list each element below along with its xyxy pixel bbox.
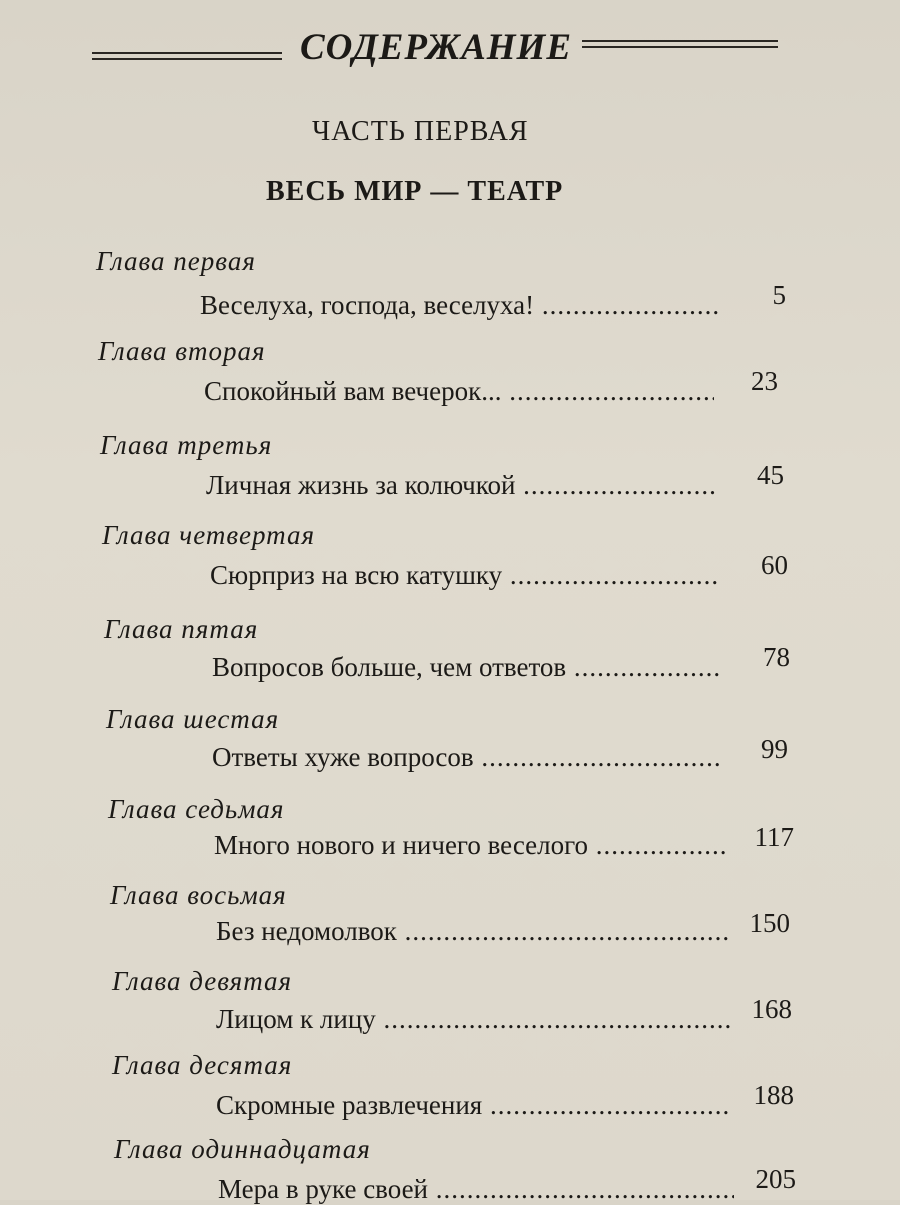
header-rule-left [92, 52, 282, 60]
chapter-title: Вопросов больше, чем ответов ..... [212, 652, 720, 683]
chapter-label: Глава десятая [112, 1050, 293, 1080]
page-number: 205 [755, 1164, 796, 1194]
page-number: 23 [751, 366, 778, 396]
chapter-label: Глава одиннадцатая [114, 1134, 371, 1164]
chapter-label: Глава четвертая [102, 520, 316, 550]
chapter-label: Глава шестая [106, 704, 280, 734]
part-name: ВЕСЬ МИР — ТЕАТР [266, 176, 564, 207]
page-number: 60 [761, 550, 788, 580]
chapter-label: Глава пятая [104, 614, 259, 644]
page-number: 5 [772, 280, 786, 310]
chapter-title: Лицом к лицу ..... [216, 1004, 732, 1035]
header-rule-right [582, 40, 778, 48]
toc-title: СОДЕРЖАНИЕ [300, 27, 572, 68]
chapter-label: Глава вторая [98, 336, 266, 366]
chapter-title: Сюрприз на всю катушку ..... [210, 560, 718, 591]
page-number: 78 [763, 642, 790, 672]
chapter-title: Спокойный вам вечерок... ..... [204, 376, 714, 407]
page-number: 168 [751, 994, 792, 1024]
chapter-label: Глава девятая [112, 966, 293, 996]
chapter-label: Глава восьмая [110, 880, 287, 910]
chapter-title: Личная жизнь за колючкой ..... [206, 470, 718, 501]
chapter-title: Веселуха, господа, веселуха! ..... [200, 290, 718, 321]
page-number: 45 [757, 460, 784, 490]
chapter-title: Много нового и ничего веселого ..... [214, 830, 726, 861]
chapter-title: Без недомолвок ..... [216, 916, 730, 947]
chapter-label: Глава третья [100, 430, 273, 460]
page-number: 188 [753, 1080, 794, 1110]
chapter-label: Глава первая [96, 246, 256, 276]
page-number: 99 [761, 734, 788, 764]
page-number: 117 [754, 822, 794, 852]
chapter-label: Глава седьмая [108, 794, 285, 824]
chapter-title: Скромные развлечения ..... [216, 1090, 732, 1121]
chapter-title: Ответы хуже вопросов ..... [212, 742, 720, 773]
part-label: ЧАСТЬ ПЕРВАЯ [312, 116, 529, 147]
page-number: 150 [749, 908, 790, 938]
chapter-title: Мера в руке своей ..... [218, 1174, 734, 1205]
